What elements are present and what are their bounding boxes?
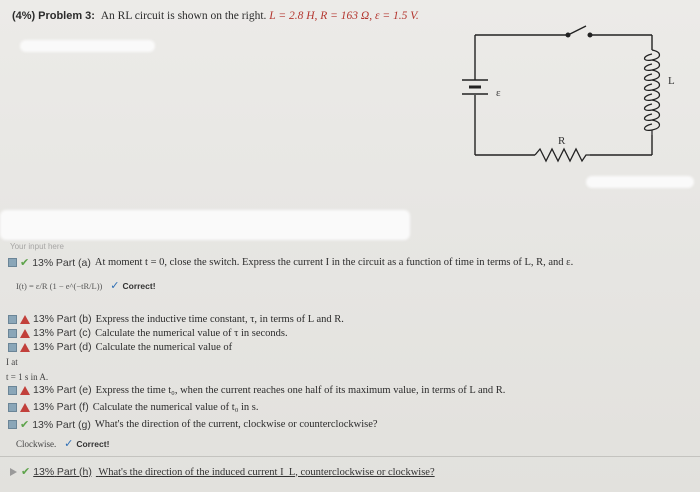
part-d-label: Part (d) [56, 341, 92, 353]
inductor-symbol [645, 50, 660, 135]
problem-weight: (4%) [12, 10, 36, 22]
part-f-text: Calculate the numerical value of t₀ in s. [92, 401, 259, 413]
part-f-percent: 13% [33, 401, 55, 413]
part-a-status: Correct! [122, 281, 156, 291]
part-a-correct [110, 279, 155, 292]
part-d-cont-1: I at [6, 357, 18, 367]
part-d-row[interactable] [8, 341, 232, 353]
part-a-label: Part (a) [55, 256, 91, 269]
collapse-square-icon[interactable] [8, 386, 17, 395]
part-e-label: Part (e) [56, 384, 92, 396]
part-g-row[interactable] [8, 418, 378, 431]
divider [0, 456, 700, 457]
check-icon: ✔ [20, 256, 30, 269]
switch-symbol [566, 26, 592, 37]
part-c-label: Part (c) [56, 327, 92, 339]
warning-icon [20, 315, 30, 324]
part-f-row[interactable] [8, 401, 259, 413]
part-a-text: At moment t = 0, close the switch. Express the current I in the circuit as a function of time in terms of L, R, and ε. [94, 257, 574, 268]
part-a-formula: I(t) = ε/R (1 − e^(−tR/L)) [16, 280, 103, 291]
part-g-status: Correct! [76, 439, 110, 449]
part-b-row[interactable] [8, 313, 344, 325]
warning-icon [20, 329, 30, 338]
part-c-text: Calculate the numerical value of τ in seconds. [95, 327, 288, 339]
part-c-percent: 13% [33, 327, 55, 339]
part-h-label: Part (h) [56, 465, 92, 478]
warning-icon [20, 343, 30, 352]
part-b-label: Part (b) [56, 313, 92, 325]
part-b-text: Express the inductive time constant, τ, in terms of L and R. [95, 313, 344, 325]
resistor-label: R [558, 135, 566, 147]
redaction-3 [0, 210, 410, 240]
part-g-percent: 13% [32, 418, 54, 431]
collapse-square-icon[interactable] [8, 420, 17, 429]
part-a-percent: 13% [32, 256, 54, 269]
check-icon: ✔ [21, 465, 31, 478]
part-g-answer [16, 437, 109, 450]
inductor-label: L [668, 75, 675, 87]
redaction-2 [586, 176, 694, 188]
part-h-link[interactable] [33, 466, 434, 478]
problem-header [12, 10, 419, 22]
problem-intro: An RL circuit is shown on the right. [100, 10, 267, 22]
part-b-percent: 13% [33, 313, 55, 325]
part-d-cont-2: t = 1 s in A. [6, 372, 49, 382]
problem-number: Problem 3: [38, 10, 95, 22]
checkmark-icon: ✓ [110, 279, 120, 292]
emf-label: ε [496, 87, 501, 99]
battery-symbol [462, 80, 488, 94]
part-h-text: What's the direction of the induced current I_L, counterclockwise or clockwise? [98, 466, 435, 478]
part-e-row[interactable] [8, 384, 505, 396]
part-a-row[interactable] [8, 256, 573, 269]
expand-arrow-icon[interactable] [10, 468, 17, 476]
faint-input-hint: Your input here [10, 242, 64, 251]
warning-icon [20, 403, 30, 412]
part-h-percent: 13% [33, 465, 55, 478]
part-d-text: Calculate the numerical value of [95, 341, 233, 353]
part-f-label: Part (f) [56, 401, 89, 413]
part-g-correct [64, 437, 109, 450]
part-e-text: Express the time t₀, when the current reaches one half of its maximum value, in terms of L and R. [95, 384, 506, 396]
collapse-square-icon[interactable] [8, 315, 17, 324]
collapse-square-icon[interactable] [8, 343, 17, 352]
part-h-row[interactable] [8, 465, 435, 478]
part-g-value: Clockwise. [16, 438, 57, 449]
rl-circuit-diagram [440, 20, 690, 170]
part-a-answer [16, 279, 156, 292]
part-d-percent: 13% [33, 341, 55, 353]
part-g-text: What's the direction of the current, clockwise or counterclockwise? [94, 419, 378, 430]
part-c-row[interactable] [8, 327, 288, 339]
warning-icon [20, 386, 30, 395]
checkmark-icon: ✓ [64, 437, 74, 450]
redaction-1 [20, 40, 155, 52]
collapse-square-icon[interactable] [8, 329, 17, 338]
resistor-symbol [535, 149, 590, 161]
problem-params: L = 2.8 H, R = 163 Ω, ε = 1.5 V. [269, 10, 419, 22]
collapse-square-icon[interactable] [8, 403, 17, 412]
check-icon: ✔ [20, 418, 30, 431]
part-g-label: Part (g) [55, 418, 91, 431]
part-e-percent: 13% [33, 384, 55, 396]
collapse-square-icon[interactable] [8, 258, 17, 267]
